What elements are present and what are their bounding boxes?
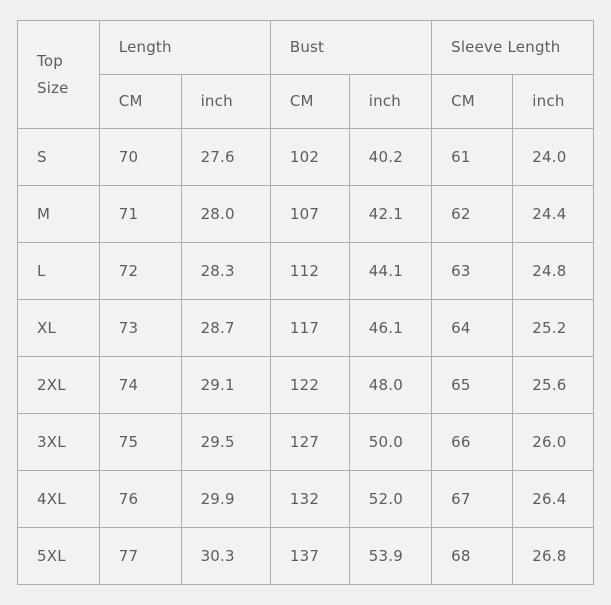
sleeve-cm-value: 64 — [432, 300, 513, 357]
bust-cm-value: 117 — [270, 300, 349, 357]
sleeve-inch-value: 24.4 — [513, 186, 594, 243]
table-row-3xl — [18, 414, 594, 471]
table-row-5xl — [18, 528, 594, 585]
header-bust-cm: CM — [270, 75, 349, 129]
length-inch-value: 27.6 — [181, 129, 270, 186]
sleeve-cm-value: 65 — [432, 357, 513, 414]
bust-inch-value: 40.2 — [349, 129, 431, 186]
length-inch-value: 28.7 — [181, 300, 270, 357]
length-cm-value: 71 — [99, 186, 181, 243]
bust-cm-value: 107 — [270, 186, 349, 243]
sleeve-inch-value: 26.0 — [513, 414, 594, 471]
sleeve-cm-value: 62 — [432, 186, 513, 243]
length-inch-value: 29.9 — [181, 471, 270, 528]
table-row-xl — [18, 300, 594, 357]
header-length: Length — [99, 21, 270, 75]
sleeve-inch-value: 25.6 — [513, 357, 594, 414]
size-label: 3XL — [18, 414, 100, 471]
table-body — [18, 129, 594, 585]
length-cm-value: 70 — [99, 129, 181, 186]
length-inch-value: 28.3 — [181, 243, 270, 300]
header-length-inch: inch — [181, 75, 270, 129]
table-row-s — [18, 129, 594, 186]
size-label: M — [18, 186, 100, 243]
size-label: XL — [18, 300, 100, 357]
length-cm-value: 74 — [99, 357, 181, 414]
sleeve-cm-value: 67 — [432, 471, 513, 528]
bust-inch-value: 53.9 — [349, 528, 431, 585]
table-row-2xl — [18, 357, 594, 414]
sleeve-inch-value: 25.2 — [513, 300, 594, 357]
bust-cm-value: 102 — [270, 129, 349, 186]
bust-inch-value: 50.0 — [349, 414, 431, 471]
sleeve-inch-value: 26.8 — [513, 528, 594, 585]
size-label: S — [18, 129, 100, 186]
header-bust: Bust — [270, 21, 431, 75]
size-label: 5XL — [18, 528, 100, 585]
table-row-4xl — [18, 471, 594, 528]
bust-cm-value: 132 — [270, 471, 349, 528]
bust-cm-value: 112 — [270, 243, 349, 300]
size-label: 2XL — [18, 357, 100, 414]
header-unit-row — [18, 75, 594, 129]
table-row-l — [18, 243, 594, 300]
size-label: 4XL — [18, 471, 100, 528]
length-cm-value: 72 — [99, 243, 181, 300]
sleeve-cm-value: 66 — [432, 414, 513, 471]
header-bust-inch: inch — [349, 75, 431, 129]
length-cm-value: 76 — [99, 471, 181, 528]
length-inch-value: 28.0 — [181, 186, 270, 243]
size-label: L — [18, 243, 100, 300]
header-top-size: Top Size — [18, 21, 100, 129]
sleeve-cm-value: 61 — [432, 129, 513, 186]
size-chart-table — [17, 20, 594, 585]
length-cm-value: 73 — [99, 300, 181, 357]
sleeve-cm-value: 68 — [432, 528, 513, 585]
bust-inch-value: 46.1 — [349, 300, 431, 357]
bust-cm-value: 137 — [270, 528, 349, 585]
sleeve-cm-value: 63 — [432, 243, 513, 300]
sleeve-inch-value: 24.0 — [513, 129, 594, 186]
sleeve-inch-value: 24.8 — [513, 243, 594, 300]
bust-inch-value: 42.1 — [349, 186, 431, 243]
header-sleeve-cm: CM — [432, 75, 513, 129]
length-inch-value: 29.5 — [181, 414, 270, 471]
length-inch-value: 29.1 — [181, 357, 270, 414]
bust-inch-value: 52.0 — [349, 471, 431, 528]
header-sleeve-inch: inch — [513, 75, 594, 129]
bust-cm-value: 127 — [270, 414, 349, 471]
bust-inch-value: 48.0 — [349, 357, 431, 414]
bust-cm-value: 122 — [270, 357, 349, 414]
length-cm-value: 77 — [99, 528, 181, 585]
length-inch-value: 30.3 — [181, 528, 270, 585]
header-sleeve-length: Sleeve Length — [432, 21, 594, 75]
header-length-cm: CM — [99, 75, 181, 129]
sleeve-inch-value: 26.4 — [513, 471, 594, 528]
table-header — [18, 21, 594, 129]
header-group-row — [18, 21, 594, 75]
length-cm-value: 75 — [99, 414, 181, 471]
bust-inch-value: 44.1 — [349, 243, 431, 300]
table-row-m — [18, 186, 594, 243]
